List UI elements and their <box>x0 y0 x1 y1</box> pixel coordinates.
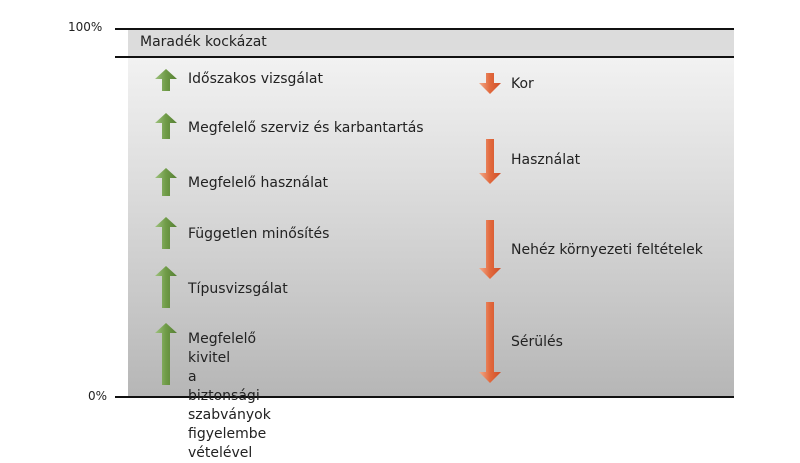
up-arrow-icon <box>155 112 179 140</box>
positive-factor-label: Megfelelő használat <box>188 175 329 191</box>
positive-factor-label: Időszakos vizsgálat <box>188 71 323 87</box>
top-100-line <box>115 28 734 30</box>
axis-label-100: 100% <box>68 20 103 34</box>
down-arrow-icon <box>479 301 503 385</box>
residual-risk-band <box>128 29 734 56</box>
down-arrow-icon <box>479 72 503 96</box>
negative-factor-label: Kor <box>511 76 534 92</box>
axis-label-0: 0% <box>88 389 108 403</box>
negative-factor-label: Sérülés <box>511 334 563 350</box>
up-arrow-icon <box>155 167 179 197</box>
positive-factor-label: Megfelelő kivitel a biztonsági szabványok figyelembe vételével <box>188 331 271 461</box>
positive-factor-label: Típusvizsgálat <box>188 281 288 297</box>
down-arrow-icon <box>479 219 503 281</box>
up-arrow-icon <box>155 265 179 309</box>
residual-divider-line <box>115 56 734 58</box>
up-arrow-icon <box>155 322 179 386</box>
negative-factor-label: Nehéz környezeti feltételek <box>511 242 703 258</box>
up-arrow-icon <box>155 216 179 250</box>
down-arrow-icon <box>479 138 503 186</box>
positive-factor-label: Megfelelő szerviz és karbantartás <box>188 120 424 136</box>
positive-factor-label: Független minősítés <box>188 226 330 242</box>
up-arrow-icon <box>155 68 179 92</box>
residual-risk-label: Maradék kockázat <box>140 34 267 50</box>
negative-factor-label: Használat <box>511 152 581 168</box>
